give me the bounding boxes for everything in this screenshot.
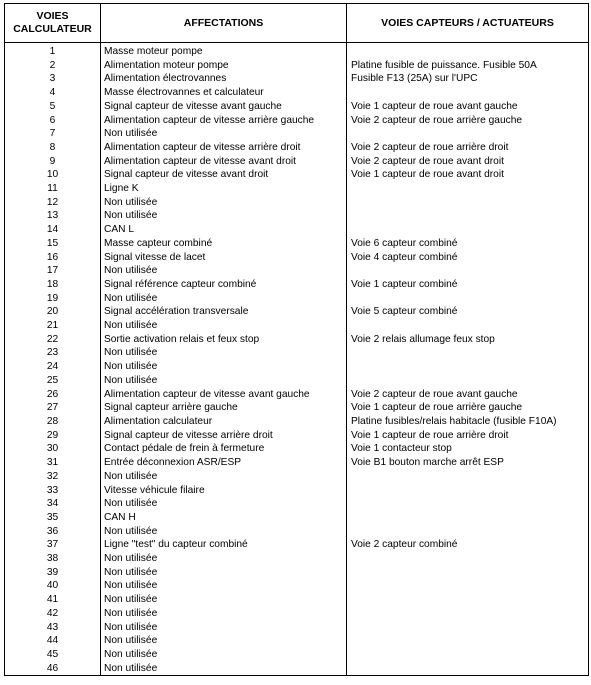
table-row [5,333,589,347]
pin-voie-capteur: Voie 2 capteur de roue arrière droit [347,141,589,155]
pin-voie-capteur [347,566,589,580]
pin-number: 2 [5,59,101,73]
pin-voie-capteur [347,374,589,388]
table-body [5,43,589,676]
pin-voie-capteur: Fusible F13 (25A) sur l'UPC [347,72,589,86]
pin-voie-capteur [347,346,589,360]
table-row [5,593,589,607]
pin-voie-capteur: Voie 6 capteur combiné [347,237,589,251]
pin-affectation: Alimentation capteur de vitesse arrière droit [101,141,347,155]
pin-affectation: Non utilisée [101,579,347,593]
pin-number: 18 [5,278,101,292]
pin-number: 31 [5,456,101,470]
table-row [5,484,589,498]
pin-voie-capteur [347,196,589,210]
pin-number: 20 [5,305,101,319]
pin-number: 8 [5,141,101,155]
table-row [5,237,589,251]
pin-voie-capteur [347,593,589,607]
table-row [5,155,589,169]
pin-number: 42 [5,607,101,621]
table-row [5,251,589,265]
pin-affectation: Non utilisée [101,292,347,306]
pin-voie-capteur: Voie 1 capteur combiné [347,278,589,292]
pin-number: 4 [5,86,101,100]
pin-affectation: Non utilisée [101,374,347,388]
table-row [5,442,589,456]
pin-affectation: Non utilisée [101,196,347,210]
pin-number: 6 [5,114,101,128]
table-row [5,43,589,59]
pin-voie-capteur: Voie 1 capteur de roue arrière droit [347,429,589,443]
pin-voie-capteur: Voie 1 capteur de roue avant gauche [347,100,589,114]
pin-voie-capteur [347,511,589,525]
pin-affectation: Non utilisée [101,648,347,662]
pin-voie-capteur: Voie 1 capteur de roue arrière gauche [347,401,589,415]
pin-affectation: Alimentation capteur de vitesse avant droit [101,155,347,169]
pin-voie-capteur [347,209,589,223]
pin-number: 45 [5,648,101,662]
pin-voie-capteur: Voie 2 relais allumage feux stop [347,333,589,347]
pin-number: 22 [5,333,101,347]
table-row [5,360,589,374]
header-voies-line1: VOIES [36,10,69,22]
table-row [5,86,589,100]
pin-voie-capteur [347,127,589,141]
pin-voie-capteur [347,223,589,237]
pin-voie-capteur: Voie 1 contacteur stop [347,442,589,456]
pin-number: 7 [5,127,101,141]
table-row [5,114,589,128]
table-row [5,497,589,511]
pin-number: 23 [5,346,101,360]
pin-affectation: Signal référence capteur combiné [101,278,347,292]
pin-number: 41 [5,593,101,607]
table-row [5,59,589,73]
table-row [5,374,589,388]
pin-voie-capteur: Voie 4 capteur combiné [347,251,589,265]
pin-affectation: Non utilisée [101,607,347,621]
pin-voie-capteur: Platine fusible de puissance. Fusible 50A [347,59,589,73]
pin-affectation: Signal accélération transversale [101,305,347,319]
pin-number: 17 [5,264,101,278]
table-row [5,72,589,86]
pin-affectation: Alimentation capteur de vitesse avant gauche [101,388,347,402]
pin-affectation: Non utilisée [101,566,347,580]
pin-affectation: Non utilisée [101,497,347,511]
table-row [5,319,589,333]
table-row [5,127,589,141]
pin-number: 29 [5,429,101,443]
table-row [5,648,589,662]
pin-voie-capteur [347,552,589,566]
pin-affectation: Non utilisée [101,621,347,635]
pin-voie-capteur [347,319,589,333]
pin-affectation: Signal vitesse de lacet [101,251,347,265]
pin-voie-capteur [347,497,589,511]
table-row [5,196,589,210]
table-row [5,346,589,360]
pin-affectation: Alimentation électrovannes [101,72,347,86]
pin-affectation: Signal capteur arrière gauche [101,401,347,415]
pin-voie-capteur [347,525,589,539]
pin-affectation: Non utilisée [101,662,347,676]
table-row [5,621,589,635]
pin-voie-capteur [347,360,589,374]
pin-number: 34 [5,497,101,511]
table-row [5,278,589,292]
pin-number: 11 [5,182,101,196]
pin-affectation: Signal capteur de vitesse arrière droit [101,429,347,443]
table-row [5,662,589,676]
pin-number: 21 [5,319,101,333]
table-row [5,305,589,319]
pin-number: 32 [5,470,101,484]
pin-affectation: Alimentation calculateur [101,415,347,429]
pin-number: 12 [5,196,101,210]
table-row [5,566,589,580]
pin-number: 25 [5,374,101,388]
header-voies-calculateur [5,4,101,43]
table-row [5,292,589,306]
pin-voie-capteur: Voie 1 capteur de roue avant droit [347,168,589,182]
pin-voie-capteur: Voie 5 capteur combiné [347,305,589,319]
pinout-table [4,3,589,676]
pin-voie-capteur: Platine fusibles/relais habitacle (fusible F10A) [347,415,589,429]
pin-voie-capteur: Voie 2 capteur combiné [347,538,589,552]
pin-voie-capteur [347,86,589,100]
table-row [5,525,589,539]
pin-number: 16 [5,251,101,265]
pin-voie-capteur: Voie 2 capteur de roue avant gauche [347,388,589,402]
table-row [5,182,589,196]
pin-number: 19 [5,292,101,306]
pin-affectation: Ligne "test" du capteur combiné [101,538,347,552]
table-row [5,141,589,155]
pin-voie-capteur [347,292,589,306]
pin-voie-capteur: Voie B1 bouton marche arrêt ESP [347,456,589,470]
pin-affectation: Signal capteur de vitesse avant gauche [101,100,347,114]
header-voies-line2: CALCULATEUR [13,23,92,35]
pin-number: 15 [5,237,101,251]
table-row [5,415,589,429]
pin-number: 35 [5,511,101,525]
pin-number: 1 [5,43,101,59]
header-affectations: AFFECTATIONS [101,4,347,43]
header-row [5,4,589,43]
pin-number: 27 [5,401,101,415]
pin-number: 13 [5,209,101,223]
pin-voie-capteur [347,470,589,484]
pin-affectation: Alimentation capteur de vitesse arrière gauche [101,114,347,128]
pin-number: 24 [5,360,101,374]
pin-affectation: Masse moteur pompe [101,43,347,59]
pin-voie-capteur [347,43,589,59]
pin-voie-capteur [347,621,589,635]
pin-affectation: Non utilisée [101,127,347,141]
pin-number: 10 [5,168,101,182]
pin-affectation: Masse électrovannes et calculateur [101,86,347,100]
table-row [5,100,589,114]
pin-voie-capteur: Voie 2 capteur de roue arrière gauche [347,114,589,128]
pin-affectation: Non utilisée [101,470,347,484]
pin-affectation: Non utilisée [101,525,347,539]
pin-affectation: Masse capteur combiné [101,237,347,251]
pin-number: 3 [5,72,101,86]
pin-affectation: Alimentation moteur pompe [101,59,347,73]
pin-number: 37 [5,538,101,552]
pin-affectation: Non utilisée [101,593,347,607]
table-row [5,223,589,237]
pin-number: 5 [5,100,101,114]
pin-number: 40 [5,579,101,593]
pin-number: 14 [5,223,101,237]
pin-voie-capteur [347,264,589,278]
pin-affectation: Non utilisée [101,552,347,566]
table-row [5,168,589,182]
pin-number: 26 [5,388,101,402]
pin-affectation: CAN L [101,223,347,237]
table-row [5,470,589,484]
pin-voie-capteur [347,182,589,196]
pin-affectation: Entrée déconnexion ASR/ESP [101,456,347,470]
pin-number: 33 [5,484,101,498]
pin-number: 43 [5,621,101,635]
pin-number: 28 [5,415,101,429]
pin-number: 38 [5,552,101,566]
pin-voie-capteur [347,484,589,498]
pin-affectation: Ligne K [101,182,347,196]
pin-affectation: Non utilisée [101,360,347,374]
table-row [5,429,589,443]
pin-number: 30 [5,442,101,456]
table-row [5,264,589,278]
table-row [5,607,589,621]
pin-affectation: Contact pédale de frein à fermeture [101,442,347,456]
pin-affectation: Non utilisée [101,264,347,278]
header-voies-capteurs: VOIES CAPTEURS / ACTUATEURS [347,4,589,43]
pin-number: 44 [5,634,101,648]
table-row [5,456,589,470]
pin-number: 9 [5,155,101,169]
pin-voie-capteur [347,607,589,621]
pin-affectation: Vitesse véhicule filaire [101,484,347,498]
pin-voie-capteur [347,634,589,648]
table-row [5,388,589,402]
table-row [5,579,589,593]
pin-affectation: Non utilisée [101,346,347,360]
table-row [5,552,589,566]
table-header [5,4,589,43]
pin-number: 36 [5,525,101,539]
pin-voie-capteur: Voie 2 capteur de roue avant droit [347,155,589,169]
pin-affectation: Non utilisée [101,319,347,333]
pin-number: 46 [5,662,101,676]
pin-voie-capteur [347,648,589,662]
table-row [5,511,589,525]
pin-number: 39 [5,566,101,580]
table-row [5,538,589,552]
table-row [5,209,589,223]
pin-affectation: Sortie activation relais et feux stop [101,333,347,347]
pin-voie-capteur [347,662,589,676]
pin-affectation: Non utilisée [101,634,347,648]
table-row [5,634,589,648]
pin-voie-capteur [347,579,589,593]
pin-affectation: Signal capteur de vitesse avant droit [101,168,347,182]
table-row [5,401,589,415]
pin-affectation: CAN H [101,511,347,525]
pin-affectation: Non utilisée [101,209,347,223]
